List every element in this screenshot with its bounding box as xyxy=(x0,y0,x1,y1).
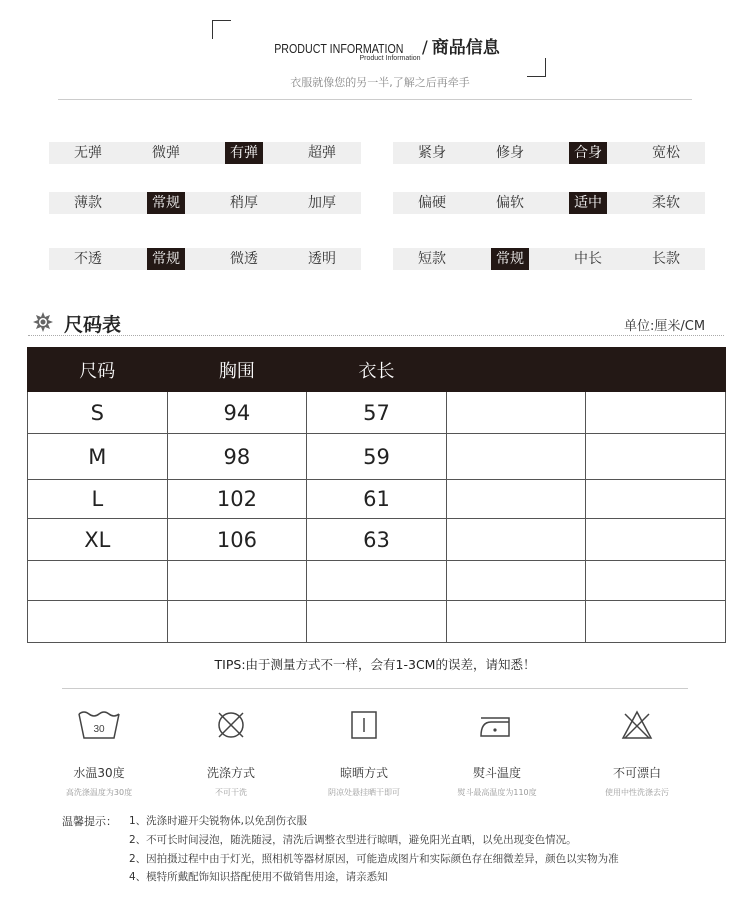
note-item: 1、洗涤时避开尖锐物体,以免刮伤衣服 xyxy=(129,815,308,827)
attr-option: 微弹 xyxy=(152,145,180,161)
attr-option: 微透 xyxy=(230,251,258,267)
notes-label: 温馨提示： xyxy=(62,815,117,828)
table-row xyxy=(28,392,726,434)
table-cell: 106 xyxy=(167,519,307,561)
care-desc: 不可干洗 xyxy=(215,788,247,797)
line-dry-icon xyxy=(347,708,381,742)
table-row xyxy=(28,519,726,561)
table-cell xyxy=(586,519,726,561)
table-cell xyxy=(167,561,307,601)
attr-option: 紧身 xyxy=(418,145,446,161)
table-cell: M xyxy=(28,434,168,480)
care-label: 晾晒方式 xyxy=(339,766,388,780)
attr-option: 短款 xyxy=(418,251,446,267)
attr-option: 柔软 xyxy=(652,195,680,211)
care-desc: 使用中性洗涤去污 xyxy=(605,788,669,797)
attr-option: 加厚 xyxy=(308,195,336,211)
attr-option: 偏硬 xyxy=(418,195,446,211)
care-desc: 高洗涤温度为30度 xyxy=(65,788,133,797)
care-desc: 阴凉处悬挂晒干即可 xyxy=(328,788,400,797)
no-dry-clean-icon xyxy=(214,708,248,742)
care-item-wash xyxy=(24,708,174,798)
table-cell xyxy=(446,392,586,434)
table-row xyxy=(28,434,726,480)
table-cell: S xyxy=(28,392,168,434)
care-label: 水温30度 xyxy=(73,766,125,780)
care-divider xyxy=(62,688,688,689)
note-item: 2、因拍摄过程中由于灯光，照相机等器材原因，可能造成图片和实际颜色存在细微差异，颜色以实物为准 xyxy=(129,853,619,865)
attr-option: 常规 xyxy=(147,248,185,270)
header-cell xyxy=(446,348,586,392)
attr-option: 合身 xyxy=(569,142,607,164)
table-cell: 59 xyxy=(307,434,447,480)
header-cell: 尺码 xyxy=(28,348,168,392)
attr-softness xyxy=(393,192,705,214)
table-cell xyxy=(307,561,447,601)
attr-option: 常规 xyxy=(491,248,529,270)
attr-transparency xyxy=(49,248,361,270)
attr-length xyxy=(393,248,705,270)
attr-option: 长款 xyxy=(652,251,680,267)
attr-option: 偏软 xyxy=(496,195,524,211)
table-cell xyxy=(167,601,307,643)
table-cell: 61 xyxy=(307,480,447,519)
attr-option: 有弹 xyxy=(225,142,263,164)
care-item-dryclean xyxy=(156,708,306,798)
table-cell xyxy=(307,601,447,643)
unit-label: 单位:厘米/CM xyxy=(624,319,706,334)
note-item: 4、模特所戴配饰知识搭配使用不做销售用途，请亲悉知 xyxy=(129,871,388,883)
note-item: 2、不可长时间浸泡，随洗随浸，清洗后调整衣型进行晾晒，避免阳光直晒，以免出现变色情况。 xyxy=(129,834,577,846)
attr-option: 不透 xyxy=(74,251,102,267)
care-item-iron xyxy=(422,708,572,798)
table-cell xyxy=(586,561,726,601)
table-cell xyxy=(586,392,726,434)
table-cell: 102 xyxy=(167,480,307,519)
no-bleach-icon xyxy=(619,708,655,742)
care-label: 熨斗温度 xyxy=(472,766,521,780)
table-row xyxy=(28,561,726,601)
table-cell xyxy=(586,601,726,643)
table-cell xyxy=(446,519,586,561)
attr-option: 稍厚 xyxy=(230,195,258,211)
table-cell: 57 xyxy=(307,392,447,434)
sun-badge-icon xyxy=(33,312,53,332)
tips-text: TIPS:由于测量方式不一样，会有1-3CM的误差，请知悉！ xyxy=(214,657,536,672)
header-cell xyxy=(586,348,726,392)
table-cell: 63 xyxy=(307,519,447,561)
table-cell: 94 xyxy=(167,392,307,434)
attr-option: 常规 xyxy=(147,192,185,214)
table-cell: XL xyxy=(28,519,168,561)
title-en: PRODUCT INFORMATION xyxy=(274,41,404,56)
header-divider xyxy=(58,99,692,100)
attr-option: 中长 xyxy=(574,251,602,267)
table-row xyxy=(28,480,726,519)
section-divider xyxy=(28,335,724,336)
attr-option: 修身 xyxy=(496,145,524,161)
title-cn: 商品信息 xyxy=(431,38,500,58)
care-label: 不可漂白 xyxy=(612,766,661,780)
table-cell xyxy=(446,480,586,519)
size-chart-title: 尺码表 xyxy=(64,314,122,336)
table-cell xyxy=(446,434,586,480)
table-row xyxy=(28,601,726,643)
table-cell xyxy=(446,561,586,601)
attr-thickness xyxy=(49,192,361,214)
wash-30-icon xyxy=(75,708,123,742)
care-item-dry xyxy=(289,708,439,798)
table-cell xyxy=(28,601,168,643)
attr-option: 适中 xyxy=(569,192,607,214)
attr-option: 超弹 xyxy=(308,145,336,161)
title-separator: / xyxy=(421,38,428,58)
care-label: 洗涤方式 xyxy=(206,766,255,780)
attr-elasticity xyxy=(49,142,361,164)
table-cell xyxy=(586,480,726,519)
attr-fit xyxy=(393,142,705,164)
wash-temp-symbol: 30 xyxy=(93,724,105,735)
table-cell xyxy=(446,601,586,643)
attr-option: 透明 xyxy=(308,251,336,267)
care-desc: 熨斗最高温度为110度 xyxy=(457,788,537,797)
header-cell: 胸围 xyxy=(167,348,307,392)
attr-option: 宽松 xyxy=(652,145,680,161)
iron-icon xyxy=(475,708,519,742)
table-header-row xyxy=(28,348,726,392)
header-cell: 衣长 xyxy=(307,348,447,392)
table-cell: L xyxy=(28,480,168,519)
table-cell xyxy=(28,561,168,601)
size-table xyxy=(27,347,726,643)
table-cell: 98 xyxy=(167,434,307,480)
tagline: 衣服就像您的另一半,了解之后再牵手 xyxy=(290,76,470,89)
attr-option: 薄款 xyxy=(74,195,102,211)
care-item-bleach xyxy=(562,708,712,798)
page-subtitle: Product Information xyxy=(359,55,421,62)
attr-option: 无弹 xyxy=(74,145,102,161)
table-cell xyxy=(586,434,726,480)
